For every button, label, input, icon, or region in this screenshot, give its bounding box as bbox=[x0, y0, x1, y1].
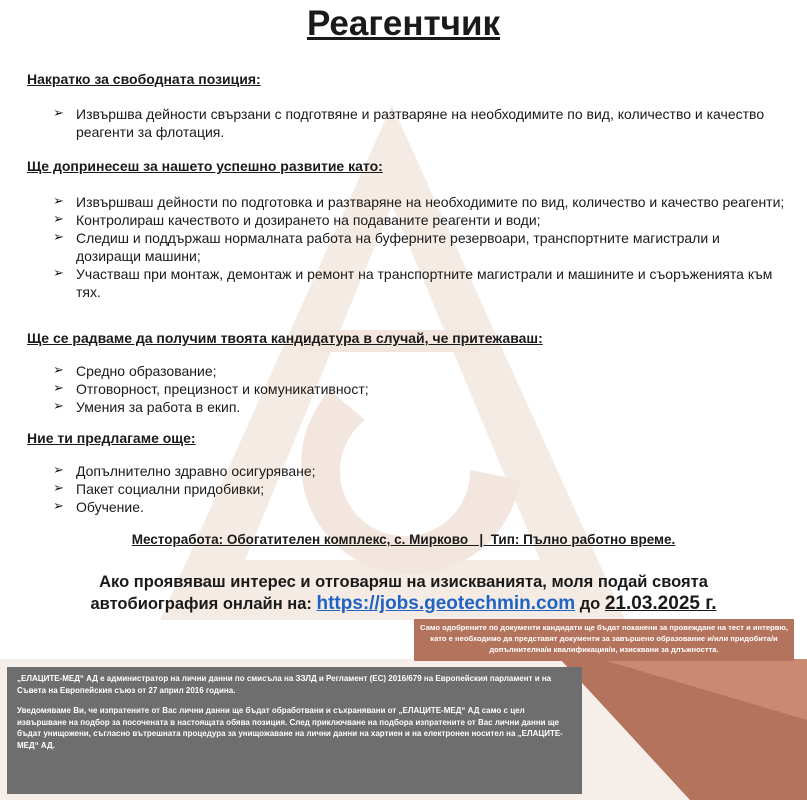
apply-line-2 bbox=[0, 593, 807, 615]
summary-list bbox=[53, 105, 773, 141]
gdpr-paragraph-1: „ЕЛАЦИТЕ-МЕД“ АД е администратор на лични данни по смисъла на ЗЗЛД и Регламент (ЕС) 2016/679 на Европейския парламент и на Съвета на Европейския съюз от 27 април 2016 година. bbox=[17, 674, 552, 695]
list-item: ➢ Умения за работа в екип. bbox=[53, 398, 773, 416]
selection-notice: Само одобрените по документи кандидати ще бъдат поканени за провеждане на тест и интервю, като е необходимо да представят документи за завършено образование и/или придобита/и допълнителна/и квалификация/и, изисквани за длъжността. bbox=[414, 619, 794, 661]
list-item: ➢ Извършваш дейности по подготовка и разтваряне на необходимите по вид, количество и качество реагенти; bbox=[53, 193, 788, 211]
list-item: ➢ Отговорност, прецизност и комуникативност; bbox=[53, 380, 773, 398]
section-heading-responsibilities: Ще допринесеш за нашето успешно развитие като: bbox=[27, 158, 383, 174]
requirements-list bbox=[53, 362, 773, 416]
section-heading-summary: Накратко за свободната позиция: bbox=[27, 71, 261, 87]
list-item: ➢ Участваш при монтаж, демонтаж и ремонт на транспортните магистрали и машините и съоръженията към тях. bbox=[53, 265, 788, 301]
list-item: ➢ Пакет социални придобивки; bbox=[53, 480, 773, 498]
list-item: ➢ Извършва дейности свързани с подготвяне и разтваряне на необходимите по вид, количество и качество реагенти за флотация. bbox=[53, 105, 773, 141]
apply-prefix: автобиография онлайн на: bbox=[90, 595, 312, 613]
apply-line-1: Ако проявяваш интерес и отговаряш на изискванията, моля подай своята bbox=[99, 573, 708, 591]
list-item: ➢ Следиш и поддържаш нормалната работа на буферните резервоари, транспортните магистрали и дозиращи машини; bbox=[53, 229, 788, 265]
list-item: ➢ Допълнително здравно осигуряване; bbox=[53, 462, 773, 480]
gdpr-paragraph-2: Уведомяваме Ви, че изпратените от Вас лични данни ще бъдат обработвани и съхранявани от „ЕЛАЦИТЕ-МЕД“ АД само с цел извършване на подбор за посочената в настоящата обява позиция. След приключване на подбора изпратените от Вас лични данни ще бъдат унищожени, съгласно вътрешната процедура за унищожаване на лични данни на хартиен и на електронен носител на „ЕЛАЦИТЕ-МЕД“ АД. bbox=[17, 706, 563, 750]
footer-band bbox=[0, 659, 807, 800]
benefits-list bbox=[53, 462, 773, 516]
location-type-line: Месторабота: Обогатителен комплекс, с. Мирково | Тип: Пълно работно време. bbox=[131, 532, 676, 547]
responsibilities-list bbox=[53, 193, 788, 301]
apply-mid: до bbox=[579, 595, 601, 613]
gdpr-notice bbox=[7, 667, 582, 794]
apply-instructions bbox=[0, 572, 807, 615]
page-title: Реагентчик bbox=[306, 4, 501, 43]
list-item: ➢ Обучение. bbox=[53, 498, 773, 516]
section-heading-benefits: Ние ти предлагаме още: bbox=[27, 430, 196, 446]
section-heading-requirements: Ще се радваме да получим твоята кандидатура в случай, че притежаваш: bbox=[27, 330, 543, 346]
jobs-portal-link[interactable]: https://jobs.geotechmin.com bbox=[316, 593, 576, 614]
list-item: ➢ Контролираш качеството и дозирането на подаваните реагенти и води; bbox=[53, 211, 788, 229]
deadline-date: 21.03.2025 г. bbox=[604, 593, 717, 614]
list-item: ➢ Средно образование; bbox=[53, 362, 773, 380]
